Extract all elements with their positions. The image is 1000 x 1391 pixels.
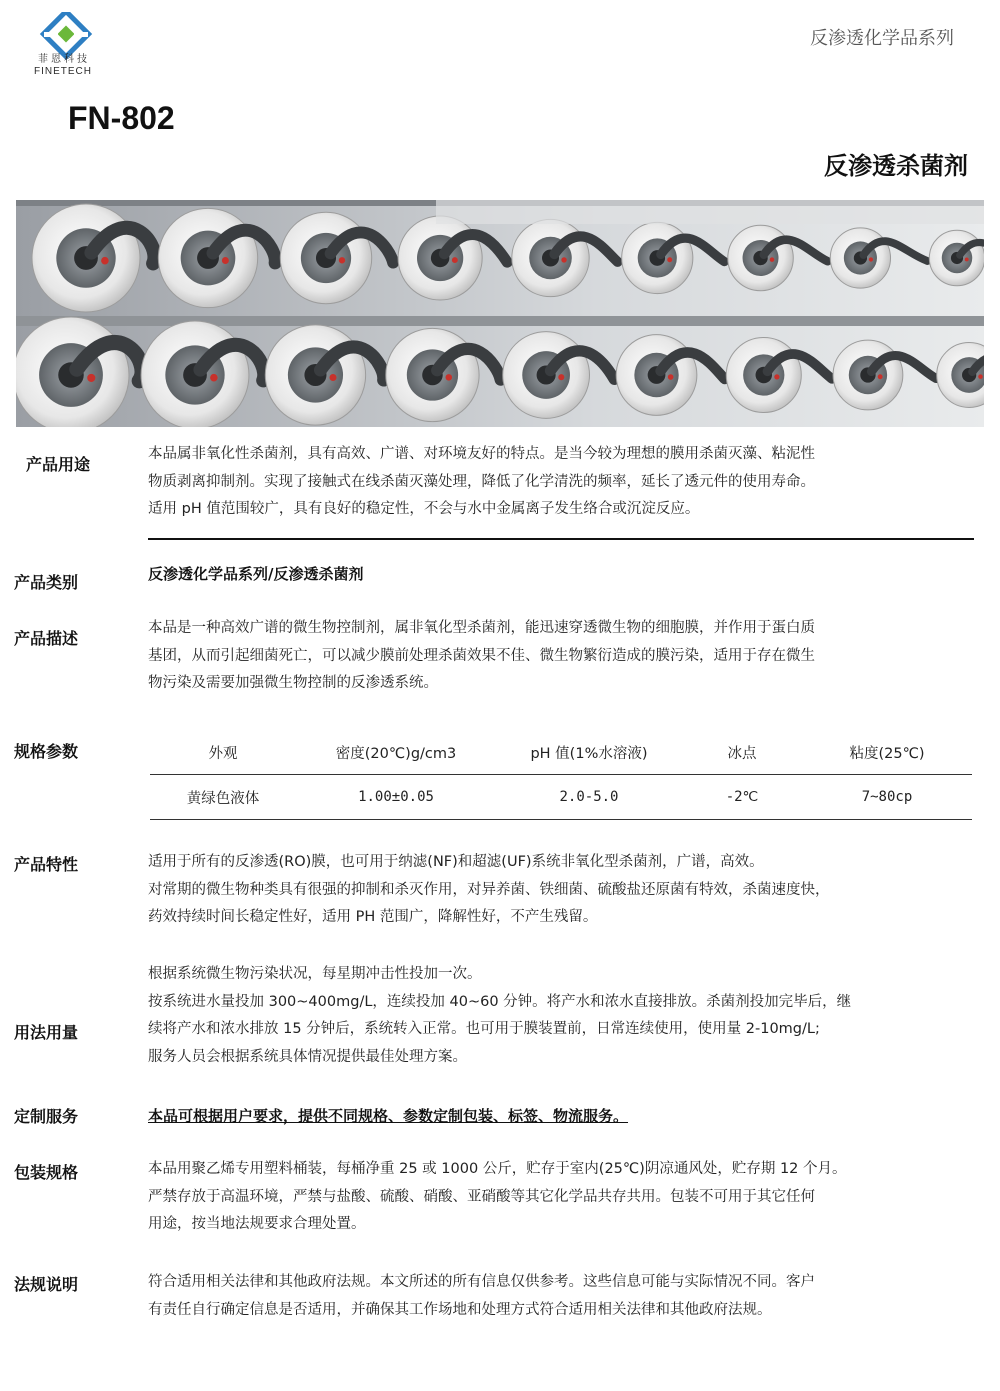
- spec-header-cell: 外观: [150, 730, 296, 775]
- section-divider: [148, 538, 974, 540]
- series-tag: 反渗透化学品系列: [810, 28, 954, 49]
- description-line: 基团，从而引起细菌死亡，可以减少膜前处理杀菌效果不佳、微生物繁衍造成的膜污染，适用于存在微生: [148, 647, 815, 664]
- usage-label: 产品用途: [26, 455, 91, 474]
- category-text: 反渗透化学品系列/反渗透杀菌剂: [148, 565, 364, 583]
- product-code: FN-802: [68, 100, 175, 136]
- category-label: 产品类别: [14, 573, 79, 592]
- spec-label: 规格参数: [14, 742, 79, 761]
- packaging-line: 严禁存放于高温环境，严禁与盐酸、硫酸、硝酸、亚硝酸等其它化学品共存共用。包装不可用于其它任何: [148, 1188, 815, 1205]
- features-line: 药效持续时间长稳定性好，适用 PH 范围广，降解性好，不产生残留。: [148, 909, 598, 925]
- dosage-line: 续将产水和浓水排放 15 分钟后，系统转入正常。也可用于膜装置前，日常连续使用，使用量 2-10mg/L;: [148, 1021, 820, 1037]
- usage-text: [148, 441, 988, 524]
- description-line: 本品是一种高效广谱的微生物控制剂，属非氧化型杀菌剂，能迅速穿透微生物的细胞膜，并作用于蛋白质: [148, 620, 815, 636]
- logo-chinese-name: 菲恩科技: [38, 54, 90, 65]
- spec-header-row: [150, 730, 972, 775]
- packaging-label: 包装规格: [14, 1163, 79, 1182]
- features-line: 适用于所有的反渗透(RO)膜，也可用于纳滤(NF)和超滤(UF)系统非氧化型杀菌剂，广谱，高效。: [148, 854, 764, 870]
- custom-label: 定制服务: [14, 1107, 79, 1126]
- spec-value-cell: -2℃: [682, 775, 802, 820]
- spec-value-cell: 黄绿色液体: [150, 775, 296, 820]
- regulation-line: 符合适用相关法律和其他政府法规。本文所述的所有信息仅供参考。这些信息可能与实际情况不同。客户: [148, 1274, 815, 1290]
- features-text: [148, 849, 988, 932]
- custom-text: 本品可根据用户要求，提供不同规格、参数定制包装、标签、物流服务。: [148, 1107, 629, 1125]
- description-label: 产品描述: [14, 629, 79, 648]
- dosage-line: 根据系统微生物污染状况，每星期冲击性投加一次。: [148, 966, 482, 982]
- packaging-line: 用途，按当地法规要求合理处置。: [148, 1216, 366, 1232]
- regulation-label: 法规说明: [14, 1275, 79, 1294]
- spec-value-cell: 7~80cp: [802, 775, 972, 820]
- usage-line: 物质剥离抑制剂。实现了接触式在线杀菌灭藻处理，降低了化学清洗的频率，延长了透元件的使用寿命。: [148, 473, 815, 490]
- spec-value-row: [150, 775, 972, 820]
- dosage-line: 服务人员会根据系统具体情况提供最佳处理方案。: [148, 1048, 467, 1065]
- product-name: 反渗透杀菌剂: [824, 152, 968, 180]
- spec-header-cell: 密度(20℃)g/cm3: [296, 730, 496, 775]
- packaging-line: 本品用聚乙烯专用塑料桶装，每桶净重 25 或 1000 公斤，贮存于室内(25℃)阴凉通风处，贮存期 12 个月。: [148, 1161, 847, 1177]
- ro-membrane-photo: [16, 200, 984, 427]
- spec-header-cell: 粘度(25℃): [802, 730, 972, 775]
- usage-line: 本品属非氧化性杀菌剂，具有高效、广谱、对环境友好的特点。是当今较为理想的膜用杀菌灭藻、粘泥性: [148, 446, 815, 462]
- description-line: 物污染及需要加强微生物控制的反渗透系统。: [148, 675, 438, 691]
- description-text: [148, 615, 988, 698]
- dosage-text: [148, 961, 988, 1071]
- regulation-text: [148, 1269, 988, 1324]
- spec-value-cell: 1.00±0.05: [296, 775, 496, 820]
- spec-table: [150, 730, 972, 820]
- spec-value-cell: 2.0-5.0: [496, 775, 682, 820]
- dosage-line: 按系统进水量投加 300~400mg/L，连续投加 40~60 分钟。将产水和浓水直接排放。杀菌剂投加完毕后，继: [148, 993, 852, 1010]
- regulation-line: 有责任自行确定信息是否适用，并确保其工作场地和处理方式符合适用相关法律和其他政府法规。: [148, 1301, 772, 1318]
- usage-line: 适用 pH 值范围较广，具有良好的稳定性，不会与水中金属离子发生络合或沉淀反应。: [148, 501, 700, 517]
- spec-header-cell: 冰点: [682, 730, 802, 775]
- features-label: 产品特性: [14, 855, 79, 874]
- dosage-label: 用法用量: [14, 1023, 79, 1042]
- logo-english-name: FINETECH: [34, 66, 92, 77]
- features-line: 对常期的微生物种类具有很强的抑制和杀灭作用，对异养菌、铁细菌、硫酸盐还原菌有特效，杀菌速度快，: [148, 881, 830, 898]
- spec-header-cell: pH 值(1%水溶液): [496, 730, 682, 775]
- packaging-text: [148, 1156, 988, 1239]
